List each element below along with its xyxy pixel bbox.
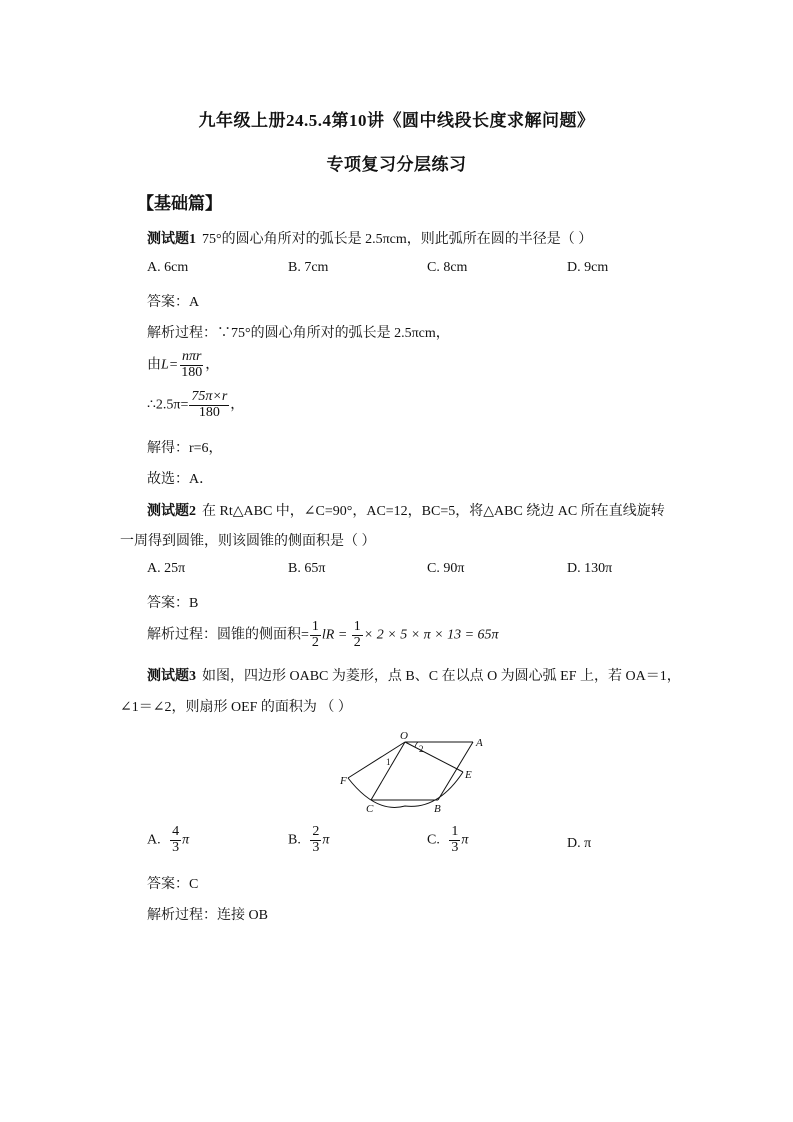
- q1-answer: 答案：A: [147, 295, 200, 310]
- option-tail: π: [182, 832, 190, 848]
- question-text: 在 Rt△ABC 中，∠C=90°，AC=12，BC=5，将△ABC 绕边 AC 所在直线旋转: [202, 504, 665, 519]
- fraction: [352, 620, 363, 650]
- label-o: O: [400, 730, 408, 742]
- fraction: [449, 825, 460, 855]
- fraction-numerator: 1: [311, 619, 319, 634]
- q3-option-c: [427, 825, 468, 855]
- label-f: F: [340, 775, 347, 787]
- fraction-denominator: 3: [172, 839, 180, 855]
- label-a: A: [476, 737, 483, 749]
- formula-lhs: L=: [161, 357, 179, 373]
- q2-option-b: B. 65π: [288, 561, 326, 576]
- page-subtitle: 专项复习分层练习: [326, 155, 467, 174]
- option-tail: π: [584, 836, 592, 851]
- fraction: [310, 620, 321, 650]
- q2-option-d: D. 130π: [567, 561, 613, 576]
- label-c: C: [366, 803, 374, 815]
- label-angle-1: 1: [386, 757, 391, 767]
- q2-option-c: C. 90π: [427, 561, 465, 576]
- segment-of: [348, 742, 405, 778]
- fraction-numerator: 1: [353, 619, 361, 634]
- question-1: [147, 228, 592, 248]
- option-letter: C.: [427, 832, 440, 848]
- geometry-diagram: [338, 728, 490, 818]
- label-e: E: [465, 769, 472, 781]
- segment-co: [371, 742, 405, 800]
- q3-option-a: [147, 825, 189, 855]
- formula-prefix: ∴2.5π=: [147, 397, 189, 413]
- segment-oe: [405, 742, 463, 772]
- option-letter: A.: [147, 832, 161, 848]
- question-text: 75°的圆心角所对的弧长是 2.5πcm，则此弧所在圆的半径是（ ）: [202, 232, 593, 247]
- q3-option-b: [288, 825, 329, 855]
- fraction-denominator: 2: [311, 634, 319, 650]
- q3-option-d: [567, 836, 591, 852]
- question-label: 测试题2: [147, 504, 196, 519]
- q1-choose: 故选：A．: [147, 472, 214, 487]
- option-letter: B.: [288, 832, 301, 848]
- fraction-numerator: 2: [312, 824, 320, 839]
- question-text: 如图，四边形 OABC 为菱形，点 B、C 在以点 O 为圆心弧 EF 上，若 OA＝1，: [202, 669, 681, 684]
- rhombus-sector-figure: [338, 728, 490, 818]
- q1-option-d: D. 9cm: [567, 260, 609, 275]
- label-b: B: [434, 803, 441, 815]
- option-letter: D.: [567, 836, 581, 851]
- question-2: [147, 500, 665, 520]
- fraction-numerator: 1: [451, 824, 459, 839]
- q1-option-c: C. 8cm: [427, 260, 468, 275]
- fraction: [310, 825, 321, 855]
- fraction: [179, 350, 204, 380]
- fraction-numerator: 75π×r: [191, 389, 228, 404]
- q1-formula-2: [147, 390, 244, 420]
- angle-mark: [415, 742, 418, 747]
- formula-suffix: ，: [205, 357, 220, 373]
- fraction-numerator: nπr: [182, 349, 202, 364]
- question-label: 测试题1: [147, 232, 196, 247]
- q2-answer: 答案：B: [147, 596, 199, 611]
- q2-process: [147, 620, 499, 650]
- q1-option-a: A. 6cm: [147, 260, 189, 275]
- fraction-denominator: 2: [353, 634, 361, 650]
- question-label: 测试题3: [147, 669, 196, 684]
- fraction: [170, 825, 181, 855]
- fraction-denominator: 180: [181, 364, 203, 380]
- formula-part: × 2 × 5 × π × 13 = 65π: [363, 627, 499, 643]
- process-prefix: 解析过程：圆锥的侧面积=: [147, 627, 309, 643]
- question-2-continued: 一周得到圆锥，则该圆锥的侧面积是（ ）: [120, 534, 376, 549]
- q1-solve: 解得：r=6，: [147, 441, 223, 456]
- fraction-denominator: 3: [312, 839, 320, 855]
- label-angle-2: 2: [419, 744, 424, 754]
- question-3-continued: ∠1＝∠2，则扇形 OEF 的面积为 （ ）: [120, 700, 352, 715]
- option-tail: π: [461, 832, 469, 848]
- section-heading: 【基础篇】: [137, 194, 222, 213]
- q1-formula-1: [147, 350, 219, 380]
- q3-process: 解析过程：连接 OB: [147, 908, 268, 923]
- formula-prefix: 由: [147, 357, 161, 373]
- q1-option-b: B. 7cm: [288, 260, 329, 275]
- q2-option-a: A. 25π: [147, 561, 186, 576]
- fraction-denominator: 3: [451, 839, 459, 855]
- formula-part: lR =: [321, 627, 348, 643]
- q3-answer: 答案：C: [147, 877, 199, 892]
- page-title: 九年级上册24.5.4第10讲《圆中线段长度求解问题》: [198, 111, 595, 130]
- formula-suffix: ，: [230, 397, 245, 413]
- fraction-denominator: 180: [198, 404, 220, 420]
- option-tail: π: [322, 832, 330, 848]
- question-3: [147, 665, 681, 685]
- q1-process: 解析过程：∵75°的圆心角所对的弧长是 2.5πcm，: [147, 326, 450, 341]
- fraction: [189, 390, 229, 420]
- fraction-numerator: 4: [172, 824, 180, 839]
